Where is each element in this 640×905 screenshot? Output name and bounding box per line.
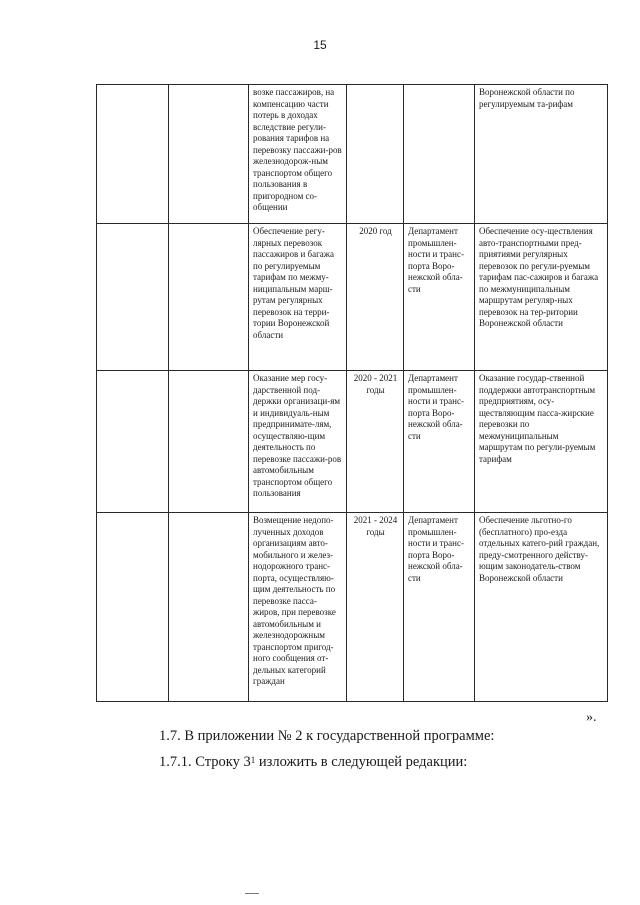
paragraph-text-start: 1.7.1. Строку 3 xyxy=(159,754,251,770)
paragraph-1-7: 1.7. В приложении № 2 к государственной программе: xyxy=(159,728,495,744)
table-cell-empty xyxy=(97,371,169,513)
table-row xyxy=(97,224,608,371)
table-row xyxy=(97,85,608,224)
table-cell-empty xyxy=(169,85,249,224)
period-cell: 2020 год xyxy=(347,224,404,371)
result-cell: Воронежской области по регулируемым та-рифам xyxy=(475,85,608,224)
executor-cell: Департамент промышлен-ности и транс-порта Воро-нежской обла-сти xyxy=(404,513,475,702)
result-cell: Оказание государ-ственной поддержки автотранспортным предприятиям, осу-ществляющим пасса-жирские перевозки по межмуниципальным маршрутам по регули-руемым тарифам xyxy=(475,371,608,513)
closing-quote: ». xyxy=(586,710,597,725)
executor-cell: Департамент промышлен-ности и транс-порта Воро-нежской обла-сти xyxy=(404,371,475,513)
period-cell xyxy=(347,85,404,224)
measure-cell: Оказание мер госу-дарственной под-держки организаци-ям и индивидуаль-ным предпринимате-лям, осуществляю-щим деятельность по перевозке пассажи-ров автомобильным транспортом общего пользования xyxy=(249,371,347,513)
paragraph-1-7-1 xyxy=(159,753,467,771)
result-cell: Обеспечение осу-ществления авто-транспортными пред-приятиями регулярных перевозок по регули-руемым тарифам пас-сажиров и багажа по межмуниципальным маршрутам регуляр-ных перевозок на тер-ритории Воронежской области xyxy=(475,224,608,371)
table-cell-empty xyxy=(169,224,249,371)
table-cell-empty xyxy=(169,513,249,702)
measure-cell: возке пассажиров, на компенсацию части потерь в доходах вследствие регули-рования тарифов на перевозку пассажи-ров железнодорож-ным транспортом общего пользования в пригородном со-общении xyxy=(249,85,347,224)
result-cell: Обеспечение льготно-го (бесплатного) про-езда отдельных катего-рий граждан, преду-смотренного действу-ющим законодатель-ством Воронежской области xyxy=(475,513,608,702)
measure-cell: Возмещение недопо-лученных доходов организациям авто-мобильного и желез-нодорожного транс-порта, осуществляю-щим деятельность по перевозке пасса-жиров, при перевозке автомобильным и железнодорожным транспортом пригод-ного сообщения от-дельных категорий граждан xyxy=(249,513,347,702)
period-cell: 2020 - 2021 годы xyxy=(347,371,404,513)
superscript-index: 1 xyxy=(250,755,256,765)
measure-cell: Обеспечение регу-лярных перевозок пассажиров и багажа по регулируемым тарифам по межму-ниципальным марш-рутам регулярных перевозок на терри-тории Воронежской области xyxy=(249,224,347,371)
program-table xyxy=(96,84,608,702)
table-row xyxy=(97,371,608,513)
table-cell-empty xyxy=(97,85,169,224)
executor-cell: Департамент промышлен-ности и транс-порта Воро-нежской обла-сти xyxy=(404,224,475,371)
table-cell-empty xyxy=(169,371,249,513)
footer-mark xyxy=(245,893,259,894)
paragraph-text-end: изложить в следующей редакции: xyxy=(255,754,468,770)
table-row xyxy=(97,513,608,702)
table-cell-empty xyxy=(97,224,169,371)
period-cell: 2021 - 2024 годы xyxy=(347,513,404,702)
executor-cell xyxy=(404,85,475,224)
table-cell-empty xyxy=(97,513,169,702)
page-number: 15 xyxy=(313,38,327,52)
